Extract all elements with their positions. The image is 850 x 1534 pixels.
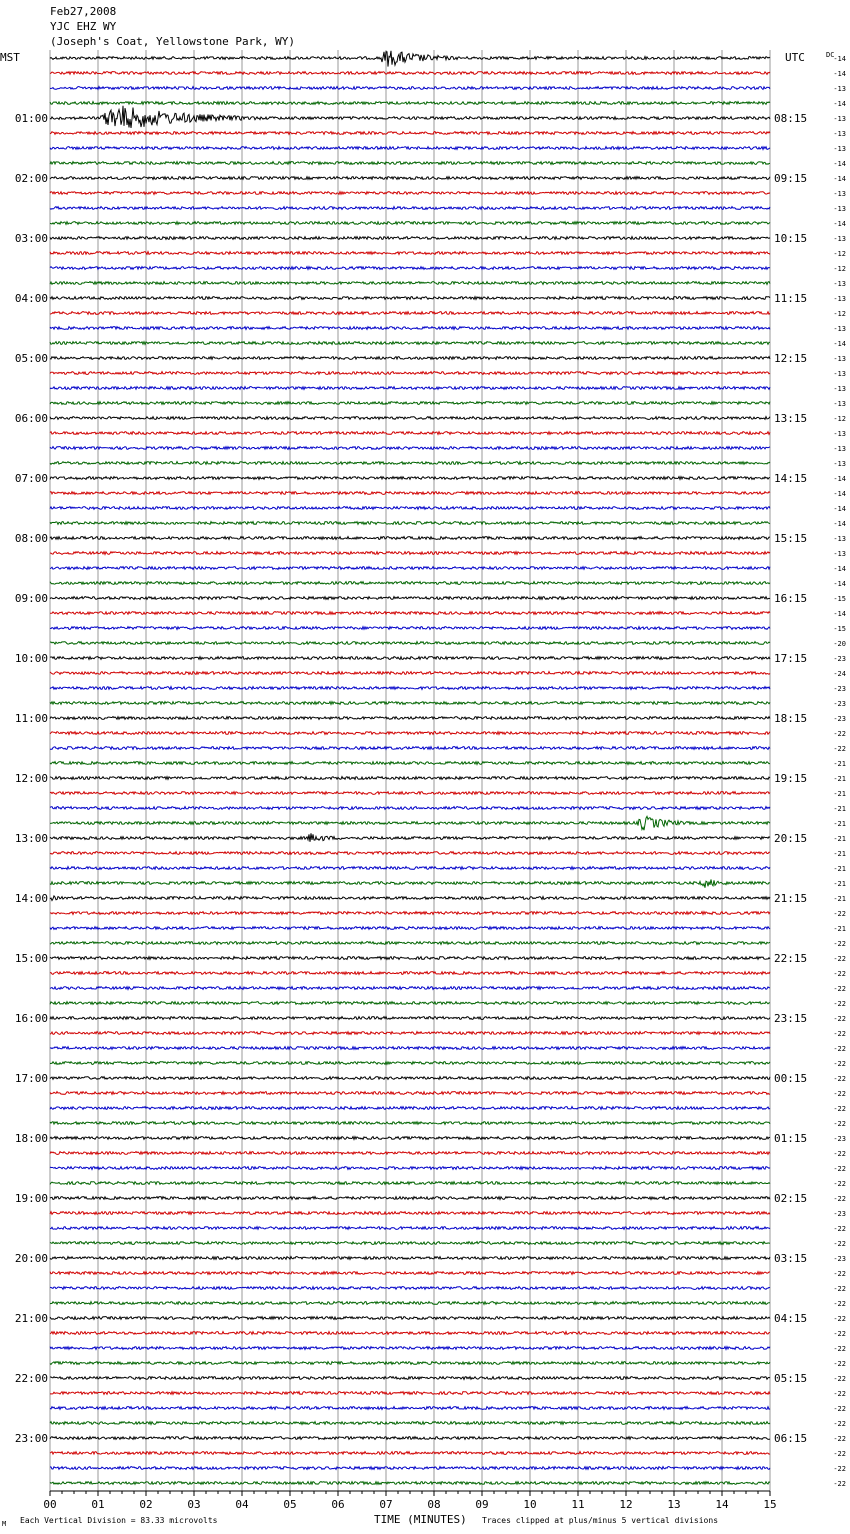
mst-hour-label: 23:00 [14,1432,48,1445]
trace-row [50,732,770,735]
dc-offset: -13 [833,445,846,453]
utc-hour-label: 02:15 [774,1192,808,1205]
trace-row [50,222,770,225]
trace-row [50,177,770,180]
trace-row [50,896,770,901]
dc-offset: -14 [833,520,846,528]
dc-offset: -13 [833,385,846,393]
trace-row [50,1272,770,1275]
trace-row [50,1467,770,1470]
dc-offset: -22 [833,730,846,738]
trace-row [50,987,770,990]
mst-hour-label: 21:00 [14,1312,48,1325]
trace-row [50,192,770,195]
trace-row [50,687,770,690]
x-axis-title: TIME (MINUTES) [374,1513,467,1526]
utc-hour-label: 03:15 [774,1252,808,1265]
trace-row [50,1407,770,1410]
dc-offset: -23 [833,1135,846,1143]
x-tick-label: 00 [43,1498,57,1511]
trace-row [50,402,770,405]
utc-hour-label: 04:15 [774,1312,808,1325]
x-tick-label: 05 [283,1498,297,1511]
dc-offset: -21 [833,865,846,873]
trace-row [50,417,770,420]
dc-offset: -14 [833,580,846,588]
utc-hour-label: 17:15 [774,652,808,665]
mst-hour-label: 19:00 [14,1192,48,1205]
dc-offset: -12 [833,250,846,258]
dc-offset: -22 [833,970,846,978]
mst-hour-label: 16:00 [14,1012,48,1025]
utc-hour-label: 01:15 [774,1132,808,1145]
trace-row [50,327,770,330]
dc-offset: -22 [833,1315,846,1323]
dc-offset: -22 [833,1360,846,1368]
dc-offset: -14 [833,220,846,228]
utc-hour-label: 05:15 [774,1372,808,1385]
trace-row [50,162,770,165]
trace-row [50,72,770,75]
dc-offset: -14 [833,70,846,78]
dc-offset: -22 [833,1240,846,1248]
dc-offset: -13 [833,205,846,213]
trace-row [50,880,770,888]
trace-row [50,372,770,375]
dc-offset: -22 [833,1345,846,1353]
x-tick-label: 12 [619,1498,633,1511]
mst-hour-label: 09:00 [14,592,48,605]
dc-offset: -13 [833,370,846,378]
mst-hour-label: 08:00 [14,532,48,545]
utc-hour-label: 16:15 [774,592,808,605]
x-tick-label: 08 [427,1498,441,1511]
dc-offset: -21 [833,760,846,768]
trace-row [50,1392,770,1395]
dc-offset: -22 [833,955,846,963]
trace-row [50,702,770,705]
dc-offset: -22 [833,1330,846,1338]
dc-offset: -23 [833,655,846,663]
dc-label: DC [826,51,835,59]
trace-row [50,462,770,465]
utc-hour-label: 10:15 [774,232,808,245]
trace-row [50,477,770,480]
dc-offset: -23 [833,1210,846,1218]
trace-row [50,282,770,285]
dc-offset: -24 [833,670,846,678]
dc-offset: -22 [833,1105,846,1113]
dc-offset: -22 [833,1465,846,1473]
mst-hour-label: 03:00 [14,232,48,245]
dc-offset: -23 [833,700,846,708]
trace-row [50,1452,770,1455]
dc-offset: -13 [833,190,846,198]
trace-row [50,777,770,780]
utc-hour-label: 23:15 [774,1012,808,1025]
trace-row [50,492,770,495]
mst-hour-label: 07:00 [14,472,48,485]
x-tick-label: 11 [571,1498,585,1511]
trace-row [50,927,770,930]
x-tick-label: 01 [91,1498,105,1511]
mst-hour-label: 12:00 [14,772,48,785]
x-tick-label: 03 [187,1498,201,1511]
utc-hour-label: 09:15 [774,172,808,185]
utc-hour-label: 06:15 [774,1432,808,1445]
dc-offset: -21 [833,790,846,798]
trace-row [50,507,770,510]
trace-row [50,567,770,570]
mst-hour-label: 14:00 [14,892,48,905]
dc-offset: -14 [833,505,846,513]
mst-hour-label: 22:00 [14,1372,48,1385]
dc-offset: -21 [833,835,846,843]
dc-offset: -22 [833,1270,846,1278]
trace-row [50,1197,770,1200]
trace-row [50,1152,770,1155]
trace-row [50,252,770,255]
dc-offset: -22 [833,1195,846,1203]
clip-note: Traces clipped at plus/minus 5 vertical divisions [482,1516,719,1525]
mst-hour-label: 10:00 [14,652,48,665]
mst-hour-label: 20:00 [14,1252,48,1265]
dc-offset: -20 [833,640,846,648]
mst-hour-label: 06:00 [14,412,48,425]
dc-offset: -13 [833,295,846,303]
utc-hour-label: 22:15 [774,952,808,965]
seismic-traces [50,51,770,1485]
dc-offset: -14 [833,160,846,168]
dc-offset: -14 [833,340,846,348]
trace-row [50,972,770,975]
trace-row [50,1182,770,1185]
dc-offset: -21 [833,820,846,828]
trace-row [50,1242,770,1245]
dc-offset: -21 [833,805,846,813]
dc-offset: -14 [833,475,846,483]
utc-hour-label: 21:15 [774,892,808,905]
dc-offset: -22 [833,1120,846,1128]
dc-offset: -22 [833,985,846,993]
trace-row [50,717,770,720]
x-tick-label: 14 [715,1498,729,1511]
trace-row [50,1437,770,1440]
trace-row [50,342,770,345]
corner-mark: M [2,1520,7,1528]
utc-hour-label: 18:15 [774,712,808,725]
dc-offset: -22 [833,1015,846,1023]
trace-row [50,816,770,830]
mst-hour-label: 13:00 [14,832,48,845]
dc-offset: -14 [833,100,846,108]
trace-row [50,1377,770,1380]
dc-offset: -13 [833,400,846,408]
trace-row [50,1422,770,1425]
dc-offset: -13 [833,535,846,543]
dc-offset: -21 [833,880,846,888]
dc-offset: -13 [833,325,846,333]
trace-row [50,267,770,270]
trace-row [50,747,770,750]
mst-hour-label: 18:00 [14,1132,48,1145]
trace-row [50,1062,770,1065]
utc-hour-label: 20:15 [774,832,808,845]
dc-offset: -12 [833,310,846,318]
plot-date: Feb27,2008 [50,5,117,18]
dc-offset: -22 [833,1420,846,1428]
dc-offset: -22 [833,1435,846,1443]
utc-hour-label: 14:15 [774,472,808,485]
dc-offset: -14 [833,610,846,618]
trace-row [50,1137,770,1140]
trace-row [50,1257,770,1260]
dc-offset: -13 [833,430,846,438]
trace-row [50,132,770,135]
trace-row [50,1332,770,1335]
mst-hour-label: 11:00 [14,712,48,725]
trace-row [50,102,770,105]
dc-offset: -12 [833,415,846,423]
utc-hour-label: 15:15 [774,532,808,545]
dc-offset: -22 [833,1285,846,1293]
trace-row [50,1287,770,1290]
trace-row [50,447,770,450]
trace-row [50,792,770,795]
trace-row [50,582,770,585]
dc-offset: -14 [833,175,846,183]
trace-row [50,1017,770,1020]
trace-row [50,627,770,630]
trace-row [50,762,770,765]
dc-offset: -22 [833,745,846,753]
dc-offset: -22 [833,1180,846,1188]
trace-row [50,852,770,855]
x-tick-label: 15 [763,1498,777,1511]
dc-offset: -14 [833,490,846,498]
trace-row [50,357,770,360]
right-timezone-label: UTC [785,51,805,64]
dc-offset: -22 [833,1480,846,1488]
trace-row [50,657,770,660]
trace-row [50,642,770,645]
trace-row [50,1107,770,1110]
mst-hour-label: 17:00 [14,1072,48,1085]
dc-offset: -13 [833,280,846,288]
dc-offset: -22 [833,1150,846,1158]
trace-row [50,912,770,915]
dc-offset: -23 [833,715,846,723]
utc-hour-label: 19:15 [774,772,808,785]
trace-row [50,612,770,615]
dc-offset: -15 [833,595,846,603]
trace-row [50,1002,770,1005]
dc-offset: -22 [833,1405,846,1413]
trace-row [50,1347,770,1350]
x-tick-label: 02 [139,1498,153,1511]
trace-row [50,1212,770,1215]
trace-row [50,833,770,842]
trace-row [50,867,770,870]
dc-offset: -13 [833,550,846,558]
dc-offset: -13 [833,145,846,153]
dc-offset: -21 [833,775,846,783]
dc-offset: -22 [833,1090,846,1098]
station-code: YJC EHZ WY [50,20,117,33]
x-tick-label: 09 [475,1498,489,1511]
utc-hour-label: 00:15 [774,1072,808,1085]
dc-offset: -22 [833,940,846,948]
left-timezone-label: MST [0,51,20,64]
dc-offset: -21 [833,895,846,903]
dc-offset: -22 [833,1075,846,1083]
station-location: (Joseph's Coat, Yellowstone Park, WY) [50,35,296,48]
dc-offset: -14 [833,565,846,573]
trace-row [50,522,770,525]
trace-row [50,1047,770,1050]
trace-row [50,1362,770,1365]
mst-hour-label: 04:00 [14,292,48,305]
mst-hour-label: 15:00 [14,952,48,965]
trace-row [50,147,770,150]
x-tick-label: 13 [667,1498,681,1511]
dc-offset: -13 [833,115,846,123]
x-tick-label: 10 [523,1498,537,1511]
trace-row [50,807,770,810]
trace-row [50,1032,770,1035]
x-tick-label: 06 [331,1498,345,1511]
trace-row [50,942,770,945]
axis-labels [15,55,846,1511]
dc-offset: -13 [833,460,846,468]
dc-offset: -14 [833,55,846,63]
dc-offset: -22 [833,1300,846,1308]
dc-offset: -22 [833,1375,846,1383]
dc-offset: -13 [833,355,846,363]
mst-hour-label: 05:00 [14,352,48,365]
trace-row [50,1482,770,1485]
trace-row [50,432,770,435]
mst-hour-label: 02:00 [14,172,48,185]
dc-offset: -22 [833,1390,846,1398]
dc-offset: -22 [833,1450,846,1458]
trace-row [50,297,770,300]
dc-offset: -22 [833,910,846,918]
mst-hour-label: 01:00 [14,112,48,125]
minute-grid [50,50,770,1496]
trace-row [50,1077,770,1080]
utc-hour-label: 08:15 [774,112,808,125]
trace-row [50,1317,770,1320]
scale-note: Each Vertical Division = 83.33 microvolts [20,1516,218,1525]
dc-offset: -13 [833,130,846,138]
trace-row [50,957,770,960]
dc-offset: -23 [833,685,846,693]
dc-offset: -22 [833,1225,846,1233]
trace-row [50,312,770,315]
trace-row [50,1167,770,1170]
trace-row [50,1092,770,1095]
trace-row [50,106,770,128]
x-tick-label: 04 [235,1498,249,1511]
utc-hour-label: 12:15 [774,352,808,365]
dc-offset: -13 [833,235,846,243]
utc-hour-label: 13:15 [774,412,808,425]
trace-row [50,537,770,540]
trace-row [50,552,770,555]
dc-offset: -22 [833,1045,846,1053]
trace-row [50,1227,770,1230]
dc-offset: -13 [833,85,846,93]
dc-offset: -15 [833,625,846,633]
dc-offset: -22 [833,1030,846,1038]
dc-offset: -23 [833,1255,846,1263]
dc-offset: -12 [833,265,846,273]
trace-row [50,1122,770,1125]
dc-offset: -22 [833,1060,846,1068]
trace-row [50,51,770,67]
x-tick-label: 07 [379,1498,393,1511]
trace-row [50,672,770,675]
utc-hour-label: 11:15 [774,292,808,305]
dc-offset: -22 [833,1165,846,1173]
dc-offset: -22 [833,1000,846,1008]
trace-row [50,87,770,90]
dc-offset: -21 [833,925,846,933]
trace-row [50,1302,770,1305]
trace-row [50,597,770,600]
trace-row [50,207,770,210]
trace-row [50,387,770,390]
trace-row [50,237,770,240]
dc-offset: -21 [833,850,846,858]
